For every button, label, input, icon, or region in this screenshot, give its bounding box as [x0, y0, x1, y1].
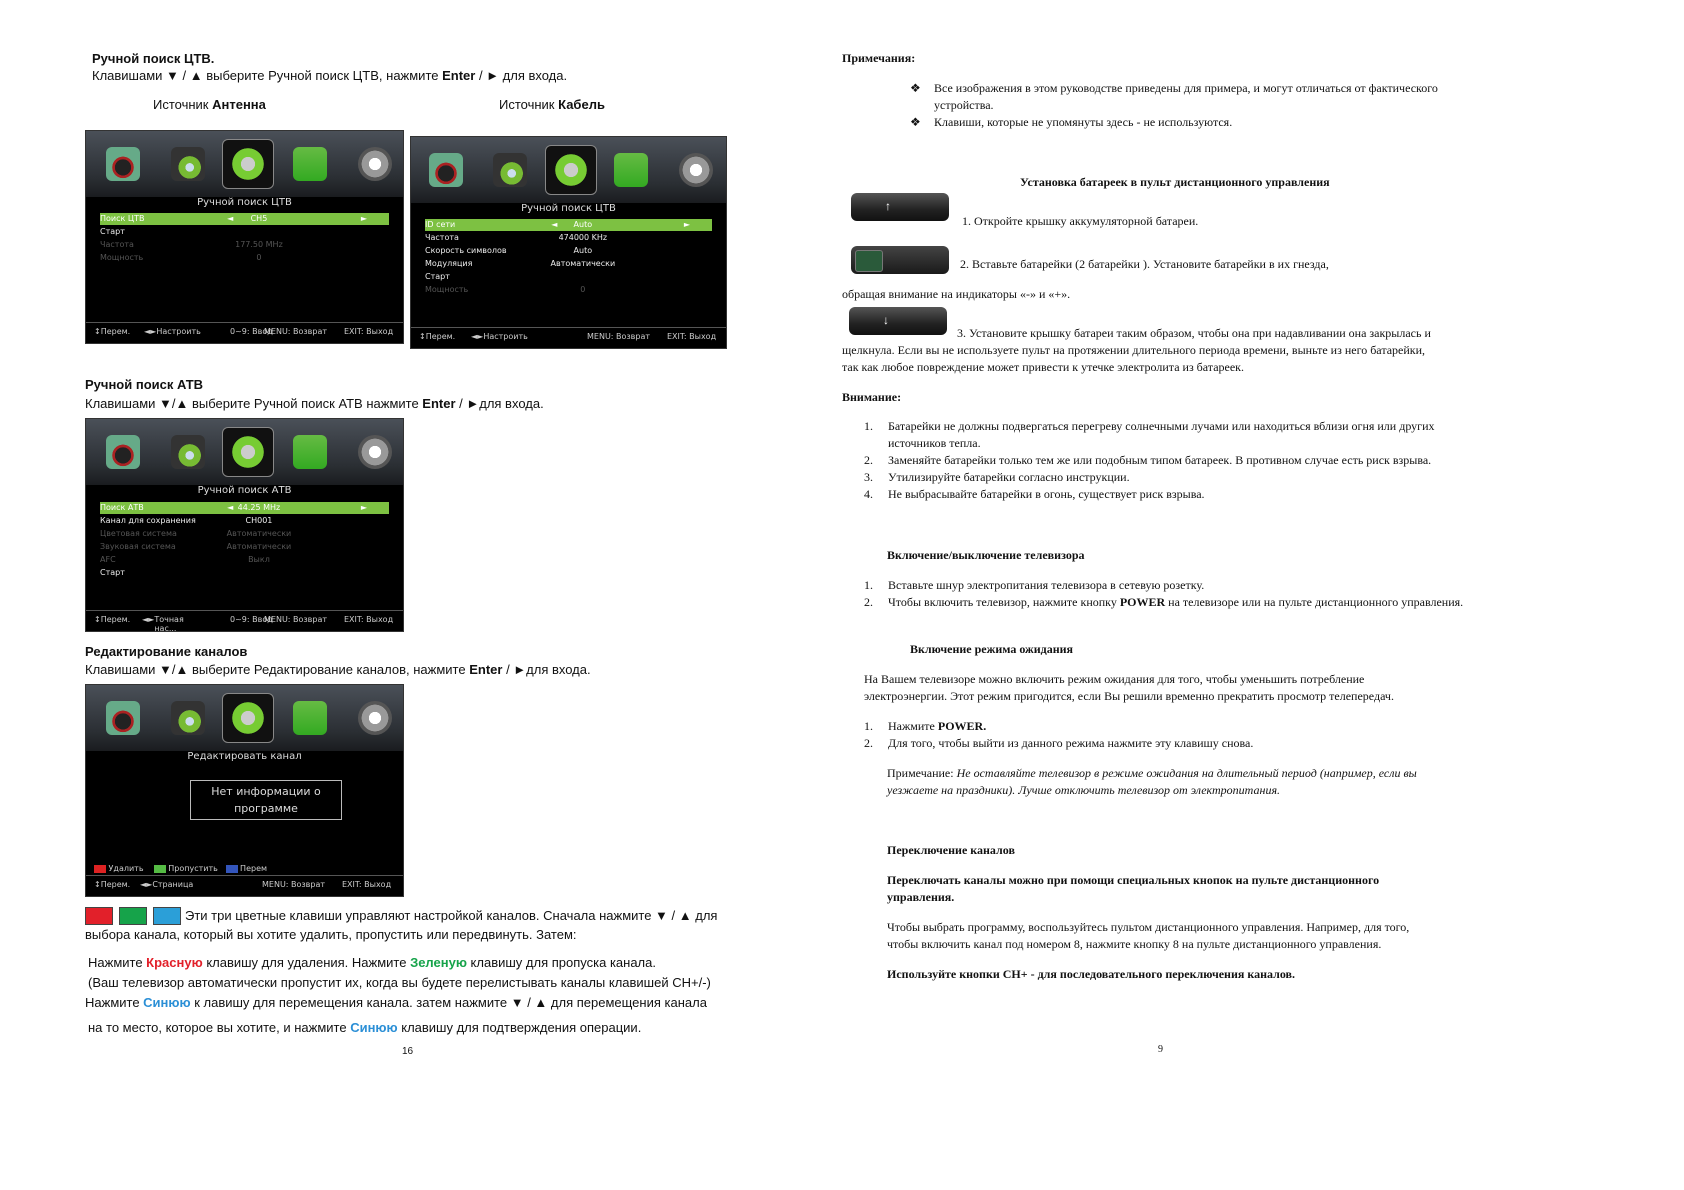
battery-heading: Установка батареек в пульт дистанционного управления	[1020, 175, 1330, 189]
menu-row[interactable]: Поиск АТВ ◄ 44.25 MHz ►	[100, 502, 389, 514]
power-heading: Включение/выключение телевизора	[887, 548, 1085, 562]
screen-title: Ручной поиск АТВ	[197, 485, 292, 496]
blue-key-swatch	[153, 907, 181, 925]
battery-step-3c: так как любое повреждение может привести к утечке электролита из батареек.	[842, 360, 1244, 374]
list-item: 1. Батарейки не должны подвергаться перегреву солнечными лучами или находиться вблизи огня или других источников тепла.	[864, 419, 1435, 450]
list-item: ❖ Все изображения в этом руководстве приведены для примера, и могут отличаться от фактического устройства.	[910, 81, 1438, 112]
menu-row[interactable]: Старт	[100, 568, 125, 577]
channel-icon	[222, 139, 274, 189]
sound-icon	[171, 701, 205, 735]
no-info-box: Нет информации о программе	[190, 780, 342, 820]
remote-cover-closed-image: ↑	[851, 193, 949, 221]
switch-paragraph-2: чтобы включить канал под номером 8, нажмите кнопку 8 на пульте дистанционного управления.	[887, 937, 1382, 951]
warning-heading: Внимание:	[842, 390, 902, 404]
switch-heading: Переключение каналов	[887, 843, 1015, 857]
atv-instruction: Клавишами ▼/▲ выберите Ручной поиск АТВ нажмите Enter / ►для входа.	[85, 396, 544, 411]
battery-step-1: 1. Откройте крышку аккумуляторной батареи.	[962, 214, 1199, 228]
standby-paragraph: На Вашем телевизоре можно включить режим ожидания для того, чтобы уменьшить потребление	[864, 672, 1365, 686]
color-keys-text: Эти три цветные клавиши управляют настройкой каналов. Сначала нажмите ▼ / ▲ для	[185, 908, 718, 923]
screen-footer: ↕ Перем. ◄► Настроить MENU: Возврат EXIT: Выход	[419, 332, 717, 341]
picture-icon	[429, 153, 463, 187]
menu-row[interactable]: Канал для сохранения CH001	[100, 516, 273, 525]
list-item: 2. Заменяйте батарейки только тем же или подобным типом батареек. В противном случае есть риск взрыва.	[864, 453, 1432, 467]
atv-heading: Ручной поиск АТВ	[85, 377, 204, 392]
settings-icon	[358, 435, 392, 469]
page-number: 16	[402, 1046, 414, 1057]
atv-screen	[85, 418, 404, 632]
power-list	[864, 577, 1464, 611]
screen-footer: ↕ Перем. ◄► Страница MENU: Возврат EXIT: Выход	[94, 880, 392, 889]
menu-row[interactable]: Старт	[425, 272, 450, 281]
menu-row[interactable]: ID сети ◄ Auto ►	[425, 219, 712, 231]
confirm-instruction: на то место, которое вы хотите, и нажмите Синюю клавишу для подтверждения операции.	[88, 1020, 642, 1035]
settings-icon	[679, 153, 713, 187]
screen-title: Ручной поиск ЦТВ	[521, 203, 616, 214]
red-green-instruction: Нажмите Красную клавишу для удаления. Нажмите Зеленую клавишу для пропуска канала.	[88, 955, 656, 970]
battery-step-2: 2. Вставьте батарейки (2 батарейки ). Установите батарейки в их гнезда,	[960, 257, 1329, 271]
picture-icon	[106, 147, 140, 181]
list-item: 4. Не выбрасывайте батарейки в огонь, существует риск взрыва.	[864, 487, 1205, 501]
battery-step-3b: щелкнула. Если вы не используете пульт на протяжении длительного периода времени, выньте из него батарейки,	[842, 343, 1426, 357]
channel-icon	[545, 145, 597, 195]
list-item: 2. Для того, чтобы выйти из данного режима нажмите эту клавишу снова.	[864, 736, 1254, 750]
sound-icon	[171, 147, 205, 181]
menu-row: Цветовая система Автоматически	[100, 529, 292, 538]
dtv-instruction: Клавишами ▼ / ▲ выберите Ручной поиск ЦТВ, нажмите Enter / ► для входа.	[92, 68, 568, 83]
red-key-swatch	[85, 907, 113, 925]
lock-icon	[614, 153, 648, 187]
remote-battery-open-image	[851, 246, 949, 274]
list-item: 3. Утилизируйте батарейки согласно инструкции.	[864, 470, 1130, 484]
channel-icon	[222, 427, 274, 477]
standby-list	[864, 718, 1464, 752]
dtv-antenna-screen	[85, 130, 404, 344]
picture-icon	[106, 701, 140, 735]
color-key-legend: Удалить Пропустить Перем	[94, 864, 394, 873]
switch-ch-keys: Используйте кнопки CH+ - для последовательного переключения каналов.	[887, 967, 1296, 981]
menu-icon-bar	[411, 137, 726, 203]
menu-icon-bar	[86, 131, 403, 197]
picture-icon	[106, 435, 140, 469]
menu-row[interactable]: Частота 474000 KHz	[425, 233, 608, 242]
screen-footer: ↕ Перем. ◄► Настроить 0~9: Ввод MENU: Возврат EXIT: Выход	[94, 327, 394, 336]
list-item: 2. Чтобы включить телевизор, нажмите кнопку POWER на телевизоре или на пульте дистанционного управления.	[864, 595, 1464, 609]
lock-icon	[293, 147, 327, 181]
dtv-cable-screen	[410, 136, 727, 349]
switch-bold-paragraph: Переключать каналы можно при помощи специальных кнопок на пульте дистанционного управления.	[887, 873, 1380, 904]
settings-icon	[358, 701, 392, 735]
menu-row[interactable]: Модуляция Автоматически	[425, 259, 616, 268]
screen-footer: ↕ Перем. ◄► Точная нас... 0~9: Ввод MENU: Возврат EXIT: Выход	[94, 615, 394, 632]
menu-row: Мощность 0	[425, 285, 586, 294]
source-antenna-label: Источник Антенна	[153, 97, 266, 112]
source-cable-label: Источник Кабель	[499, 97, 605, 112]
warning-list	[864, 418, 1484, 503]
menu-row[interactable]: Поиск ЦТВ ◄ CH5 ►	[100, 213, 389, 225]
standby-note: Примечание: Не оставляйте телевизор в режиме ожидания на длительный период (например, если вы	[887, 766, 1417, 780]
edit-instruction: Клавишами ▼/▲ выберите Редактирование каналов, нажмите Enter / ►для входа.	[85, 662, 591, 677]
menu-row[interactable]: Скорость символов Auto	[425, 246, 593, 255]
menu-row: Звуковая система Автоматически	[100, 542, 292, 551]
screen-title: Ручной поиск ЦТВ	[197, 197, 292, 208]
dtv-heading: Ручной поиск ЦТВ.	[92, 51, 215, 66]
list-item: 1. Нажмите POWER.	[864, 719, 987, 733]
edit-heading: Редактирование каналов	[85, 644, 248, 659]
battery-step-3: 3. Установите крышку батареи таким образом, чтобы она при надавливании она закрылась и	[957, 326, 1431, 340]
sound-icon	[171, 435, 205, 469]
list-item: ❖ Клавиши, которые не упомянуты здесь - не используются.	[910, 115, 1233, 129]
color-keys-text-2: выбора канала, который вы хотите удалить, пропустить или передвинуть. Затем:	[85, 927, 577, 942]
screen-title: Редактировать канал	[187, 751, 302, 762]
blue-instruction: Нажмите Синюю к лавишу для перемещения канала. затем нажмите ▼ / ▲ для перемещения канала	[85, 995, 707, 1010]
notes-list	[910, 80, 1490, 131]
auto-skip-note: (Ваш телевизор автоматически пропустит их, когда вы будете перелистывать каналы клавишей CH+/-)	[88, 975, 711, 990]
list-item: 1. Вставьте шнур электропитания телевизора в сетевую розетку.	[864, 578, 1205, 592]
switch-paragraph: Чтобы выбрать программу, воспользуйтесь пультом дистанционного управления. Например, для того,	[887, 920, 1410, 934]
green-key-swatch	[119, 907, 147, 925]
battery-step-2b: обращая внимание на индикаторы «-» и «+».	[842, 287, 1071, 301]
page-number: 9	[1158, 1044, 1163, 1055]
standby-note-2: уезжаете на праздники). Лучше отключить телевизор от электропитания.	[887, 783, 1281, 797]
right-page	[842, 0, 1684, 1190]
settings-icon	[358, 147, 392, 181]
menu-row: AFC Выкл	[100, 555, 270, 564]
standby-heading: Включение режима ожидания	[910, 642, 1074, 656]
menu-icon-bar	[86, 419, 403, 485]
lock-icon	[293, 701, 327, 735]
menu-icon-bar	[86, 685, 403, 751]
notes-heading: Примечания:	[842, 51, 916, 65]
sound-icon	[493, 153, 527, 187]
edit-channel-screen	[85, 684, 404, 897]
standby-paragraph-2: электроэнергии. Этот режим пригодится, если Вы решили временно прекратить просмотр телепередач.	[864, 689, 1394, 703]
menu-row[interactable]: Старт	[100, 227, 125, 236]
channel-icon	[222, 693, 274, 743]
menu-row: Мощность 0	[100, 253, 262, 262]
remote-cover-close-image: ↓	[849, 307, 947, 335]
lock-icon	[293, 435, 327, 469]
menu-row: Частота 177.50 MHz	[100, 240, 283, 249]
